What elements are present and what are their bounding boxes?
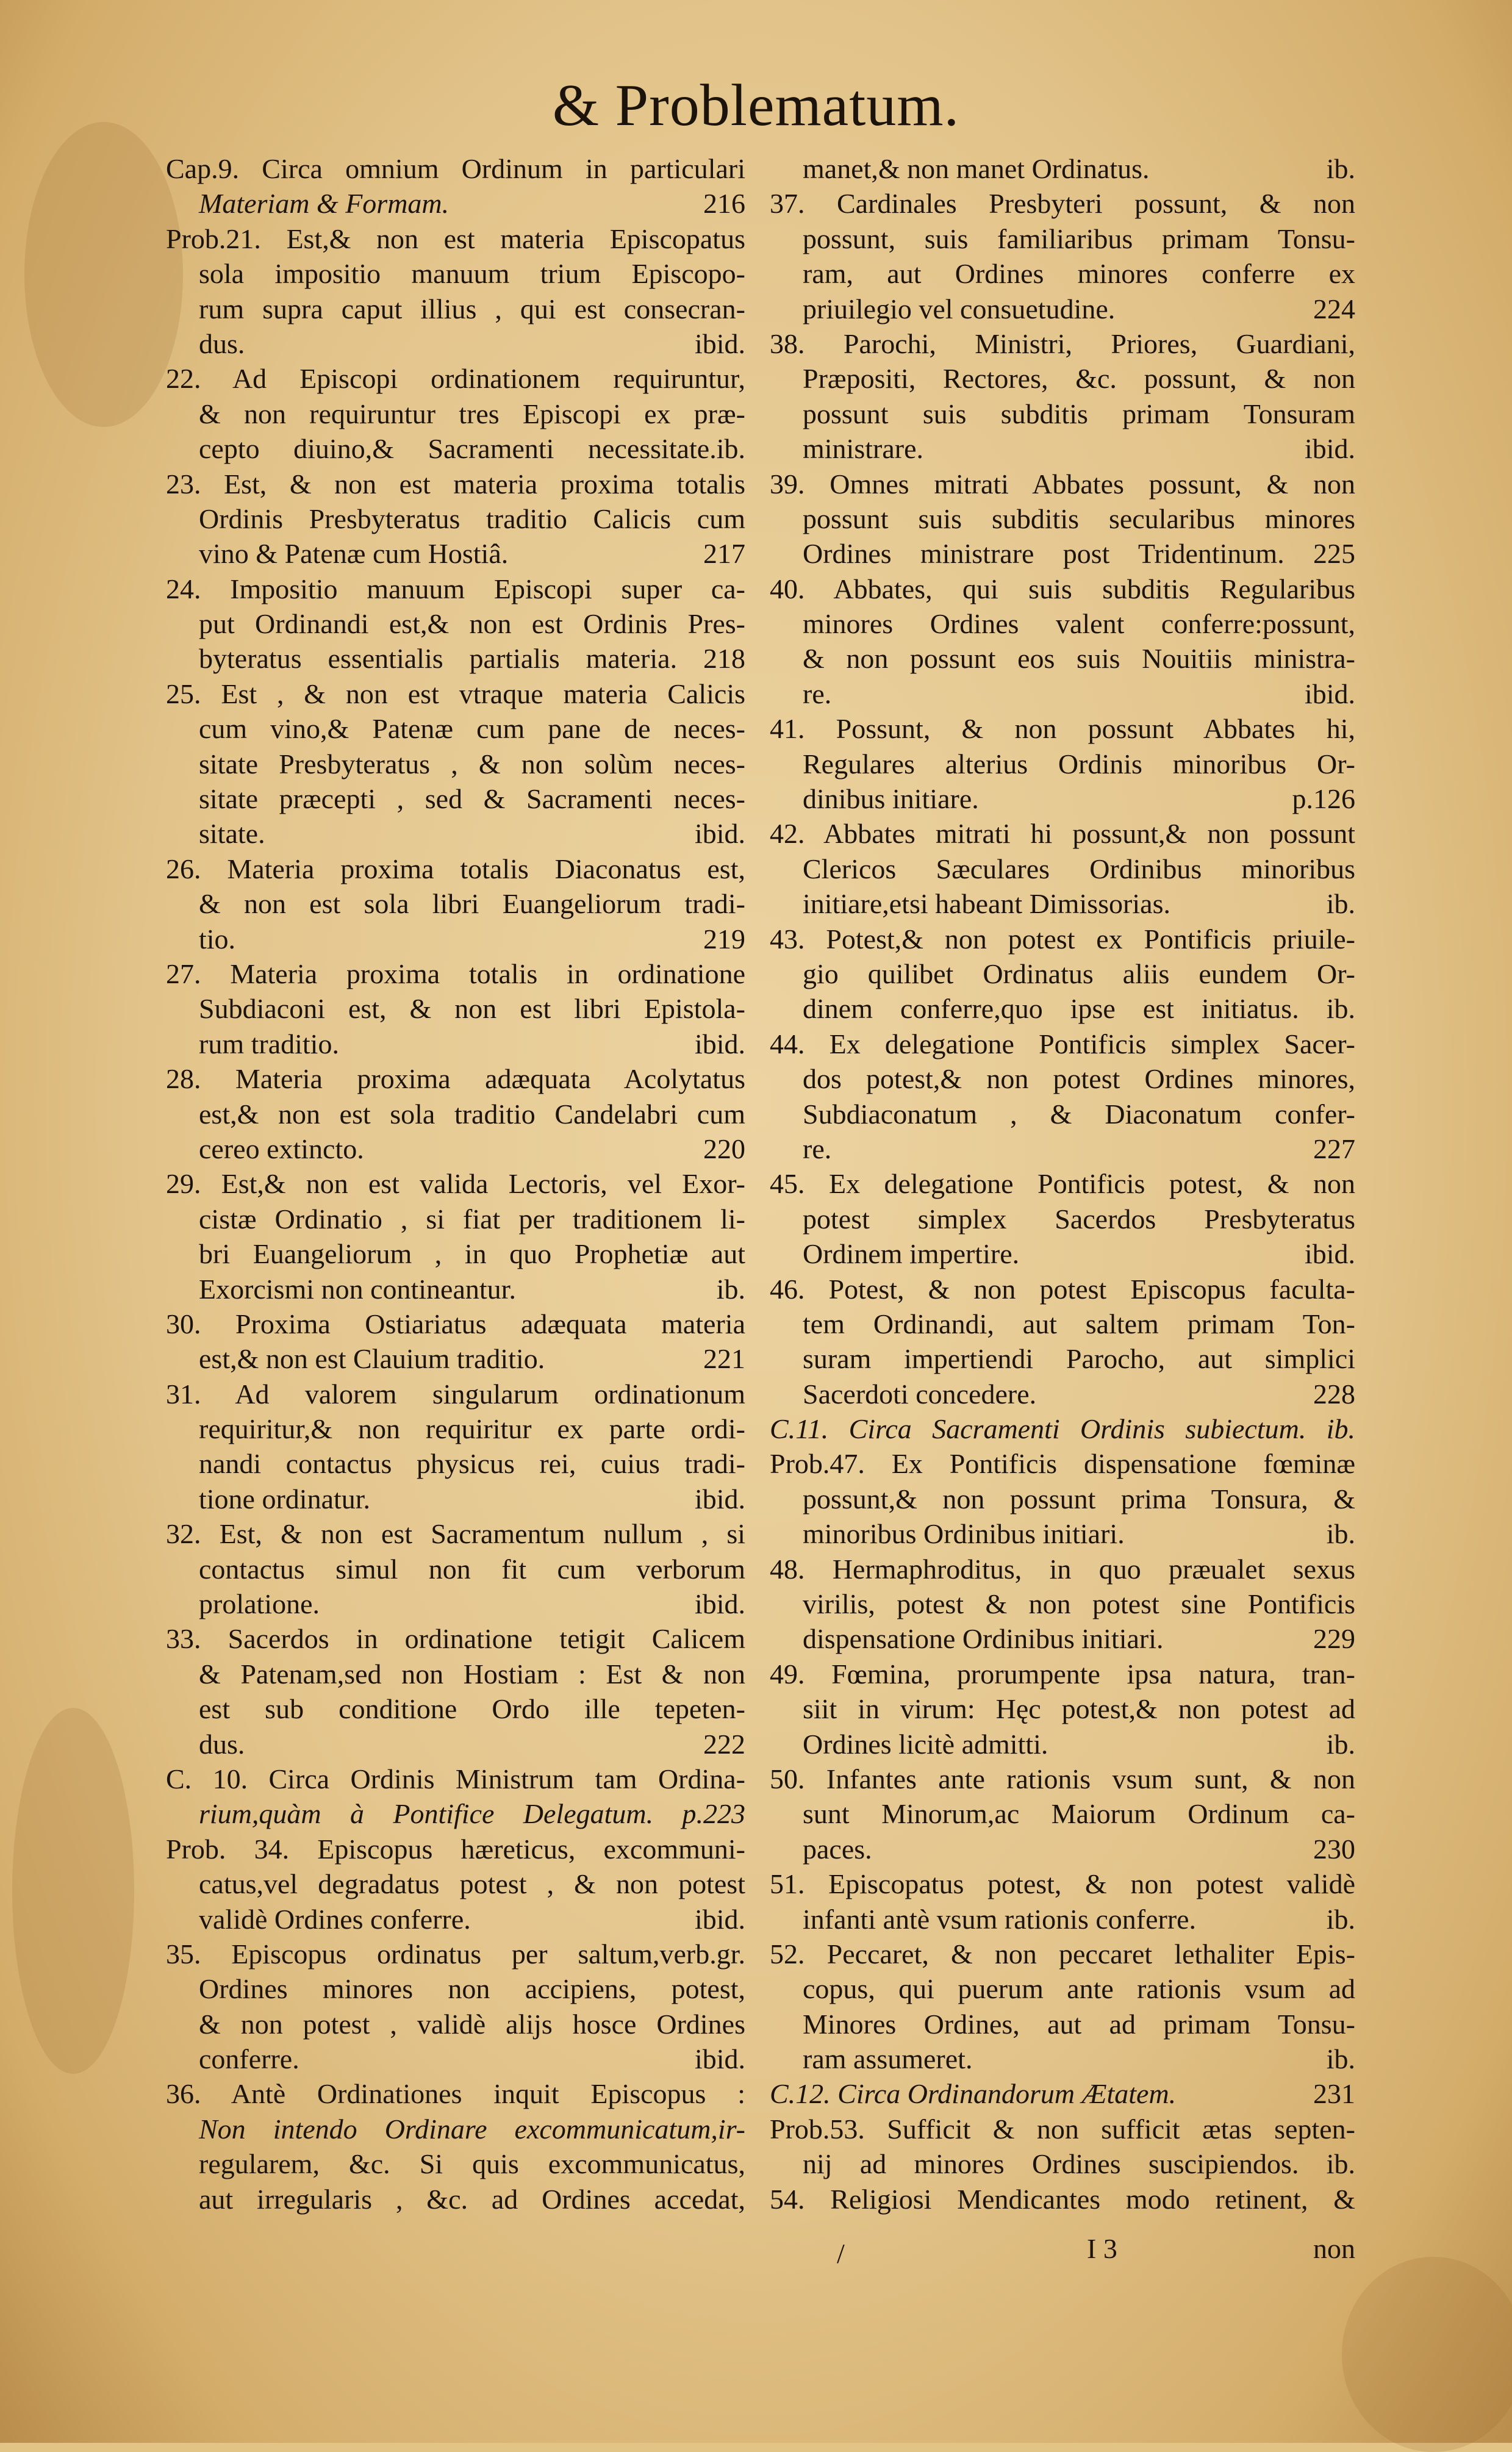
catchword: non [1313,2233,1355,2264]
index-line [166,641,745,676]
index-line [770,1202,1355,1236]
index-line [770,2007,1355,2042]
index-line [166,501,745,536]
index-line [770,151,1355,186]
index-line [166,2146,745,2181]
index-line [166,851,745,886]
index-line-text: paces. [803,1833,872,1865]
index-line-text: catus,vel degradatus potest , & non potest [199,1868,745,1900]
index-line-text: Subdiaconi est, & non est libri Epistola- [199,993,745,1025]
index-line-text: 27. Materia proxima totalis in ordinatione [166,958,745,989]
index-line [166,536,745,571]
index-line [770,2076,1355,2111]
index-line-text: initiare,etsi habeant Dimissorias. [803,888,1170,920]
index-line-text: 30. Proxima Ostiariatus adæquata materia [166,1308,745,1339]
page-reference: 219 [703,923,745,955]
index-line-text: 42. Abbates mitrati hi possunt,& non possunt [770,818,1355,850]
index-line-text: est,& non est sola traditio Candelabri cum [199,1098,745,1130]
left-column [166,151,745,2217]
index-line [770,361,1355,396]
index-line [770,851,1355,886]
index-line-text: 38. Parochi, Ministri, Priores, Guardiani, [770,328,1355,359]
index-line-text: dispensatione Ordinibus initiari. [803,1623,1164,1655]
index-line [770,1762,1355,1796]
index-line [166,1027,745,1061]
index-line [166,2076,745,2111]
page-reference: 220 [703,1133,745,1164]
index-line [770,1937,1355,1971]
index-line [166,1796,745,1831]
index-line [770,1272,1355,1307]
index-line-text: 39. Omnes mitrati Abbates possunt, & non [770,468,1355,500]
index-line [166,922,745,956]
index-line [166,221,745,256]
index-line [770,326,1355,361]
index-line [770,1796,1355,1831]
index-line-text: 44. Ex delegatione Pontificis simplex Sacer- [770,1028,1355,1059]
index-line-text: 50. Infantes ante rationis vsum sunt, & non [770,1763,1355,1794]
index-line-text: Exorcismi non contineantur. [199,1273,516,1305]
index-line-text: 48. Hermaphroditus, in quo præualet sexus [770,1553,1355,1585]
index-line-text: 52. Peccaret, & non peccaret lethaliter Epis- [770,1938,1355,1970]
index-line-text: 40. Abbates, qui suis subditis Regularibus [770,573,1355,604]
index-line [770,396,1355,431]
index-line-text: est,& non est Clauium traditio. [199,1343,545,1375]
index-line [770,2182,1355,2217]
page-reference: 228 [1313,1378,1355,1410]
index-line [770,711,1355,746]
page-reference: ib. [1326,2043,1355,2075]
index-line-text: Ordines minores non accipiens, potest, [199,1973,745,2005]
index-line-text: cum vino,& Patenæ cum pane de neces- [199,713,745,745]
index-line-text: prolatione. [199,1588,320,1620]
index-line [770,956,1355,991]
index-line [166,1902,745,1937]
page-reference: ibid. [694,1903,745,1935]
index-line [770,1727,1355,1762]
index-line [166,1727,745,1762]
index-line-text: re. [803,1133,832,1164]
index-line [770,676,1355,711]
index-line-text: 26. Materia proxima totalis Diaconatus est, [166,853,745,884]
index-line-text: possunt, suis familiaribus primam Tonsu- [803,223,1355,254]
index-line-text: manet,& non manet Ordinatus. [803,153,1150,184]
index-line [166,1061,745,1096]
index-line-text: Subdiaconatum , & Diaconatum confer- [803,1098,1355,1130]
page-reference: p.126 [1292,783,1355,815]
index-line [770,1586,1355,1621]
page-reference: ib. [1326,1518,1355,1550]
index-line-text: Præpositi, Rectores, &c. possunt, & non [803,363,1355,395]
index-line [166,747,745,781]
index-line [770,2042,1355,2076]
page-reference: ibid. [694,1483,745,1515]
index-line-text: infanti antè vsum rationis conferre. [803,1903,1197,1935]
index-line-text: tione ordinatur. [199,1483,371,1515]
index-line-text: 33. Sacerdos in ordinatione tetigit Calicem [166,1623,745,1655]
index-line-text: 32. Est, & non est Sacramentum nullum , si [166,1518,745,1550]
index-line-text: 41. Possunt, & non possunt Abbates hi, [770,713,1355,745]
index-line-text: Ordinis Presbyteratus traditio Calicis cum [199,503,745,534]
index-line [166,676,745,711]
index-line [166,396,745,431]
page-reference: 216 [703,188,745,220]
index-line-text: requiritur,& non requiritur ex parte ordi- [199,1413,745,1445]
index-line [166,1516,745,1551]
index-line [166,711,745,746]
signature-mark: I 3 [1087,2233,1117,2264]
index-line [166,1307,745,1341]
index-line-text: Minores Ordines, aut ad primam Tonsu- [803,2008,1355,2040]
index-line [166,1762,745,1796]
index-line-text: 31. Ad valorem singularum ordinationum [166,1378,745,1410]
page-header: & Problematum. [552,73,960,138]
index-line [770,991,1355,1026]
index-line-text: Regulares alterius Ordinis minoribus Or- [803,748,1355,780]
index-line-text: C. 10. Circa Ordinis Ministrum tam Ordina- [166,1763,745,1794]
index-line [770,1061,1355,1096]
index-line [166,572,745,606]
page-reference: 227 [1313,1133,1355,1164]
index-line-text: & non est sola libri Euangeliorum tradi- [199,888,745,920]
index-line [166,1236,745,1271]
index-line [166,2112,745,2146]
index-line-text: 43. Potest,& non potest ex Pontificis priuile- [770,923,1355,955]
index-line-text: ram assumeret. [803,2043,973,2075]
index-line [166,1832,745,1866]
index-line-text: sunt Minorum,ac Maiorum Ordinum ca- [803,1798,1355,1830]
index-line [166,1202,745,1236]
index-line [166,467,745,501]
index-line-text: byteratus essentialis partialis materia. 218 [199,643,745,675]
index-line-text: Prob.47. Ex Pontificis dispensatione fœminæ [770,1448,1355,1480]
index-line-text: 51. Episcopatus potest, & non potest validè [770,1868,1355,1900]
page-reference: ibid. [694,2043,745,2075]
index-line [770,572,1355,606]
index-line-text: bri Euangeliorum , in quo Prophetiæ aut [199,1238,745,1270]
index-line [166,2182,745,2217]
index-line [770,781,1355,816]
index-line [770,1657,1355,1691]
index-line [166,1621,745,1656]
index-line [770,1832,1355,1866]
index-line-text: dus. [199,1728,245,1760]
index-line [770,292,1355,326]
index-line-text: 28. Materia proxima adæquata Acolytatus [166,1063,745,1095]
index-line [770,1866,1355,1901]
page-reference: ibid. [1304,1238,1355,1270]
index-line [166,1272,745,1307]
page-reference: ibid. [1304,678,1355,709]
index-line-text: priuilegio vel consuetudine. [803,293,1116,324]
index-line-text: contactus simul non fit cum verborum [199,1553,745,1585]
index-line [770,1552,1355,1586]
index-line-text: nandi contactus physicus rei, cuius tradi- [199,1448,745,1480]
index-line-text: Prob.53. Sufficit & non sufficit ætas septen- [770,2113,1355,2145]
index-line [770,186,1355,221]
index-line [770,2146,1355,2181]
index-line-text: ram, aut Ordines minores conferre ex [803,258,1355,290]
paper-stain [1342,2257,1512,2452]
index-line-text: minores Ordines valent conferre:possunt, [803,608,1355,640]
index-line-text: possunt suis subditis primam Tonsuram [803,398,1355,429]
index-line [770,1971,1355,2006]
index-line-text: possunt,& non possunt prima Tonsura, & [803,1483,1355,1515]
index-line-text: 25. Est , & non est vtraque materia Calicis [166,678,745,709]
index-line-text: rium,quàm à Pontifice Delegatum. p.223 [199,1798,745,1830]
index-line [770,1131,1355,1166]
index-line-text: ministrare. [803,433,923,465]
index-line [770,816,1355,851]
index-line-text: cereo extincto. [199,1133,364,1164]
page-reference: ibid. [694,1588,745,1620]
index-line [770,536,1355,571]
index-line [770,747,1355,781]
index-line-text: cepto diuino,& Sacramenti necessitate.ib. [199,433,745,465]
index-line-text: dus. [199,328,245,359]
index-line-text: C.12. Circa Ordinandorum Ætatem. [770,2078,1177,2110]
index-line-text: regularem, &c. Si quis excommunicatus, [199,2148,745,2180]
index-line [770,1027,1355,1061]
index-line-text: Prob.21. Est,& non est materia Episcopatus [166,223,745,254]
index-line [770,256,1355,291]
index-line-text: siit in virum: Hęc potest,& non potest ad [803,1693,1355,1725]
page-reference: ib. [1326,153,1355,184]
index-line [166,2007,745,2042]
index-line [166,186,745,221]
page-reference: 230 [1313,1833,1355,1865]
index-line-text: potest simplex Sacerdos Presbyteratus [803,1203,1355,1235]
index-line [166,1377,745,1411]
index-line-text: 35. Episcopus ordinatus per saltum,verb.gr. [166,1938,745,1970]
index-line-text: Materiam & Formam. [199,188,450,220]
index-line [166,361,745,396]
index-line-text: Ordinem impertire. [803,1238,1020,1270]
index-line [166,431,745,466]
index-line-text: rum traditio. [199,1028,339,1059]
page-footer [770,2232,1355,2269]
page-reference: ibid. [1304,433,1355,465]
index-line-text: Non intendo Ordinare excommunicatum,ir- [199,2113,745,2145]
index-line [770,467,1355,501]
index-line [770,922,1355,956]
index-line [166,1971,745,2006]
index-line [166,1131,745,1166]
index-line [770,1097,1355,1131]
index-line-text: Ordines ministrare post Tridentinum. 225 [803,538,1355,570]
index-line-text: conferre. [199,2043,299,2075]
index-line [770,1482,1355,1516]
index-line-text: & non potest , validè alijs hosce Ordines [199,2008,745,2040]
index-line-text: rum supra caput illius , qui est consecran- [199,293,745,324]
page-reference: 221 [703,1343,745,1375]
index-line-text: tio. [199,923,236,955]
index-line-text: re. [803,678,832,709]
right-column [770,151,1355,2217]
index-line [166,606,745,641]
page-reference: 217 [703,538,745,570]
index-line-text: sitate præcepti , sed & Sacramenti neces- [199,783,745,815]
index-line [166,151,745,186]
index-line [166,1482,745,1516]
index-line-text: dos potest,& non potest Ordines minores, [803,1063,1355,1095]
index-line-text: 37. Cardinales Presbyteri possunt, & non [770,188,1355,220]
index-line-text: suram impertiendi Parocho, aut simplici [803,1343,1355,1375]
index-line-text: Prob. 34. Episcopus hæreticus, excommuni- [166,1833,745,1865]
index-line-text: 36. Antè Ordinationes inquit Episcopus : [166,2078,745,2110]
index-line-text: 45. Ex delegatione Pontificis potest, & non [770,1168,1355,1200]
index-line-text: validè Ordines conferre. [199,1903,471,1935]
index-line [770,1236,1355,1271]
index-line-text: gio quilibet Ordinatus aliis eundem Or- [803,958,1355,989]
page-reference: 222 [703,1728,745,1760]
index-line [166,1657,745,1691]
index-line-text: possunt suis subditis secularibus minores [803,503,1355,534]
index-line-text: Sacerdoti concedere. [803,1378,1037,1410]
index-line-text: & non possunt eos suis Nouitiis ministra- [803,643,1355,675]
index-line-text: 49. Fœmina, prorumpente ipsa natura, tran- [770,1658,1355,1690]
index-line [770,1902,1355,1937]
footer-mark: / [837,2238,845,2269]
index-line-text: dinibus initiare. [803,783,979,815]
page-reference: 231 [1313,2078,1355,2110]
index-line [770,1446,1355,1481]
index-line [770,501,1355,536]
page-reference: ibid. [694,328,745,359]
index-line-text: Clericos Sæculares Ordinibus minoribus [803,853,1355,884]
index-line [770,1411,1355,1446]
index-line [166,1341,745,1376]
index-line [770,606,1355,641]
index-line [166,956,745,991]
index-line-text: minoribus Ordinibus initiari. [803,1518,1125,1550]
index-line [166,1552,745,1586]
index-line [166,816,745,851]
index-line [770,1341,1355,1376]
index-line-text: cistæ Ordinatio , si fiat per traditionem li- [199,1203,745,1235]
page-reference: ibid. [694,818,745,850]
index-line [770,641,1355,676]
index-line [770,1166,1355,1201]
index-line [166,1937,745,1971]
page-reference: 229 [1313,1623,1355,1655]
index-line [770,1307,1355,1341]
index-line [166,326,745,361]
index-line-text: sola impositio manuum trium Episcopo- [199,258,745,290]
index-line-text: 22. Ad Episcopi ordinationem requiruntur, [166,363,745,395]
page-reference: ibid. [694,1028,745,1059]
paper-stain [24,122,183,427]
index-line-text: copus, qui puerum ante rationis vsum ad [803,1973,1355,2005]
page-reference: ib. [1326,888,1355,920]
index-line [770,221,1355,256]
index-line-text: C.11. Circa Sacramenti Ordinis subiectum. ib. [770,1413,1355,1445]
index-line-text: Ordines licitè admitti. [803,1728,1048,1760]
index-line [770,1377,1355,1411]
index-line [166,1866,745,1901]
page-reference: 224 [1313,293,1355,324]
index-line [166,1166,745,1201]
index-line-text: 24. Impositio manuum Episcopi super ca- [166,573,745,604]
index-line [770,1691,1355,1726]
index-line-text: & Patenam,sed non Hostiam : Est & non [199,1658,745,1690]
index-line [166,292,745,326]
index-line [166,991,745,1026]
index-line-text: 29. Est,& non est valida Lectoris, vel Exor- [166,1168,745,1200]
index-line [770,2112,1355,2146]
index-line-text: sitate. [199,818,265,850]
index-line-text: Cap.9. Circa omnium Ordinum in particulari [166,153,745,184]
index-line-text: vino & Patenæ cum Hostiâ. [199,538,509,570]
index-line-text: sitate Presbyteratus , & non solùm neces- [199,748,745,780]
index-line-text: nij ad minores Ordines suscipiendos. ib. [803,2148,1355,2180]
index-line [166,1097,745,1131]
page-reference: ib. [1326,1728,1355,1760]
paper-stain [12,1708,134,2074]
index-line [166,886,745,921]
index-line [166,1411,745,1446]
page-reference: ib. [716,1273,745,1305]
index-line [166,2042,745,2076]
index-line [166,1446,745,1481]
index-line [770,431,1355,466]
index-line [166,1586,745,1621]
index-line-text: aut irregularis , &c. ad Ordines accedat, [199,2183,745,2215]
index-line-text: put Ordinandi est,& non est Ordinis Pres- [199,608,745,640]
index-line-text: dinem conferre,quo ipse est initiatus. ib. [803,993,1355,1025]
index-line [770,1516,1355,1551]
index-line-text: tem Ordinandi, aut saltem primam Ton- [803,1308,1355,1339]
index-line [770,1621,1355,1656]
index-line-text: & non requiruntur tres Episcopi ex præ- [199,398,745,429]
index-line-text: 54. Religiosi Mendicantes modo retinent, & [770,2183,1355,2215]
index-line [770,886,1355,921]
index-line-text: 46. Potest, & non potest Episcopus faculta- [770,1273,1355,1305]
index-line [166,781,745,816]
index-line-text: virilis, potest & non potest sine Pontificis [803,1588,1355,1620]
page-reference: ib. [1326,1903,1355,1935]
index-line-text: 23. Est, & non est materia proxima totalis [166,468,745,500]
index-line [166,256,745,291]
index-line [166,1691,745,1726]
index-line-text: est sub conditione Ordo ille tepeten- [199,1693,745,1725]
